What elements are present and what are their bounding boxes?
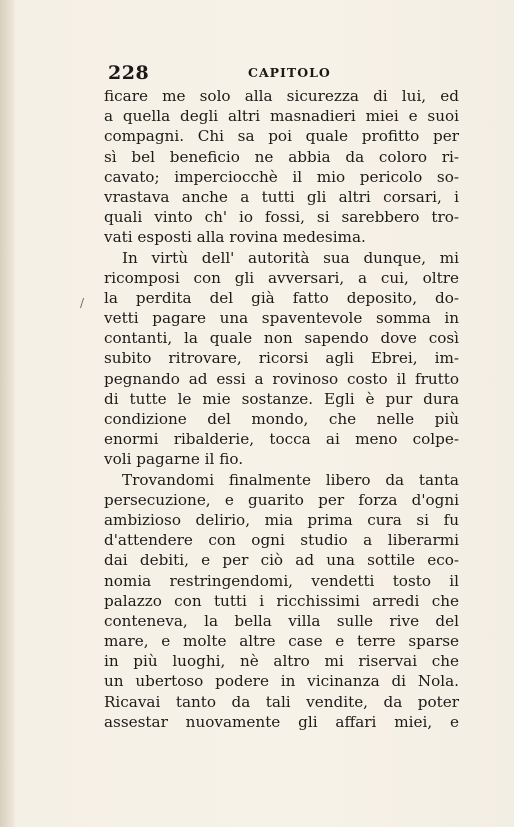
- text-line: pegnando ad essi a rovinoso costo il frutto: [104, 369, 459, 388]
- text-line: persecuzione, e guarito per forza d'ogni: [104, 490, 459, 509]
- text-line: compagni. Chi sa poi quale profitto per: [104, 127, 459, 146]
- text-line: vati esposti alla rovina medesima.: [104, 228, 366, 247]
- text-line: un ubertoso podere in vicinanza di Nola.: [104, 672, 459, 691]
- page-header: [108, 62, 458, 86]
- page-edge: [0, 0, 14, 827]
- text-line: di tutte le mie sostanze. Egli è pur dura: [104, 389, 459, 408]
- text-line: voli pagarne il fio.: [104, 450, 244, 469]
- page-number: 228: [108, 62, 150, 84]
- text-body: [104, 86, 459, 732]
- text-line: a quella degli altri masnadieri miei e suoi: [104, 107, 459, 126]
- text-line: mare, e molte altre case e terre sparse: [104, 632, 459, 651]
- text-line: Ricavai tanto da tali vendite, da poter: [104, 692, 459, 711]
- text-line: nomia restringendomi, vendetti tosto il: [104, 571, 459, 590]
- text-line: d'attendere con ogni studio a liberarmi: [104, 531, 459, 550]
- text-line: enormi ribalderie, tocca ai meno colpe-: [104, 430, 459, 449]
- text-line: condizione del mondo, che nelle più: [104, 410, 459, 428]
- text-line: Trovandomi finalmente libero da tanta: [122, 470, 459, 489]
- text-line: ricomposi con gli avversari, a cui, oltre: [104, 268, 459, 287]
- text-line: vrastava anche a tutti gli altri corsari, i: [104, 187, 459, 206]
- text-line: quali vinto ch' io fossi, si sarebbero tro-: [104, 208, 459, 227]
- text-line: cavato; imperciocchè il mio pericolo so-: [104, 167, 459, 186]
- text-line: In virtù dell' autorità sua dunque, mi: [122, 248, 459, 267]
- text-line: ficare me solo alla sicurezza di lui, ed: [104, 87, 459, 105]
- text-line: contanti, la quale non sapendo dove così: [104, 329, 459, 348]
- text-line: dai debiti, e per ciò ad una sottile eco-: [104, 551, 459, 570]
- text-line: la perdita del già fatto deposito, do-: [104, 288, 459, 307]
- text-line: sì bel beneficio ne abbia da coloro ri-: [104, 147, 459, 166]
- text-line: assestar nuovamente gli affari miei, e: [104, 712, 459, 731]
- text-line: conteneva, la bella villa sulle rive del: [104, 611, 459, 630]
- margin-mark: /: [80, 296, 85, 310]
- text-line: ambizioso delirio, mia prima cura si fu: [104, 510, 459, 529]
- running-head: CAPITOLO: [248, 65, 331, 80]
- text-line: vetti pagare una spaventevole somma in: [104, 309, 459, 328]
- text-line: palazzo con tutti i ricchissimi arredi che: [104, 591, 459, 610]
- text-line: in più luoghi, nè altro mi riservai che: [104, 652, 459, 671]
- text-line: subito ritrovare, ricorsi agli Ebrei, im-: [104, 349, 459, 368]
